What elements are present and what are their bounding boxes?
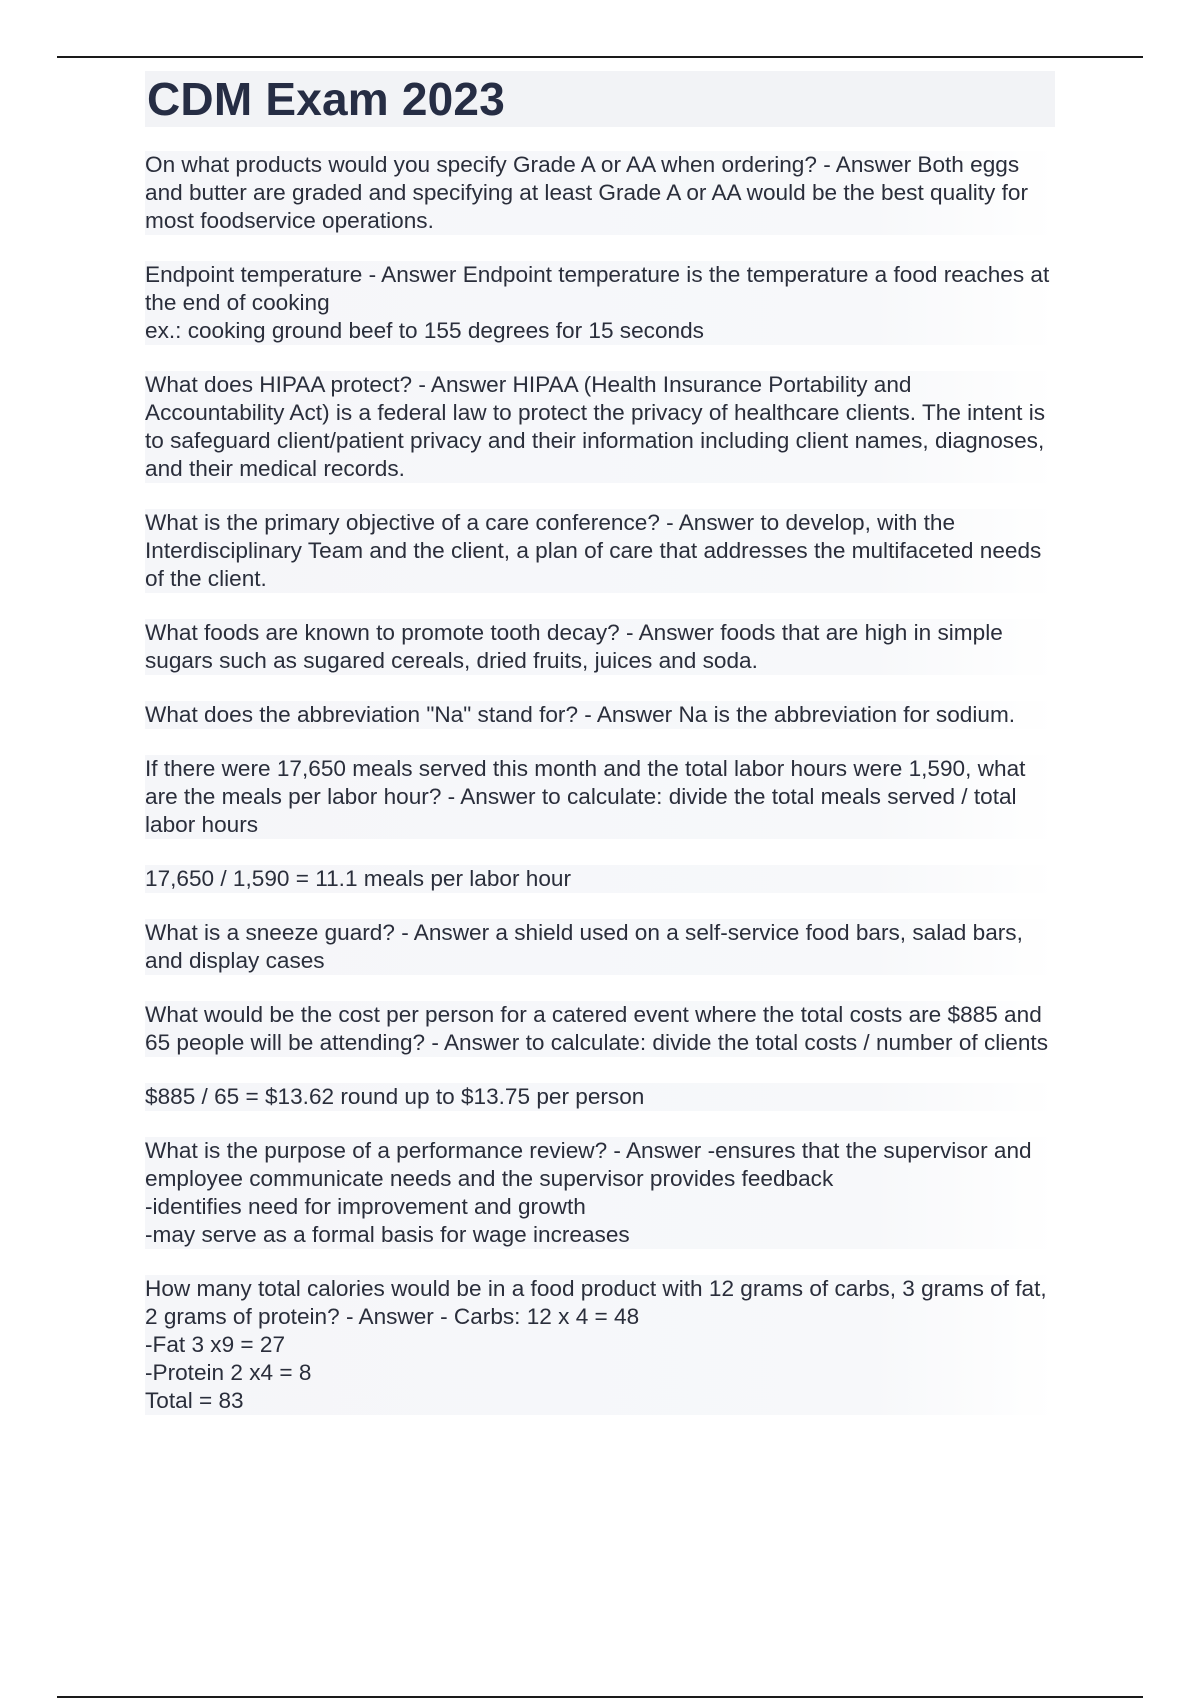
qa-entry	[145, 509, 1055, 593]
qa-line: What would be the cost per person for a catered event where the total costs are $885 and 65 people will be attending? - Answer to calculate: divide the total costs / number of clients	[145, 1002, 1049, 1055]
qa-entry	[145, 151, 1055, 235]
qa-line: On what products would you specify Grade A or AA when ordering? - Answer Both eggs and butter are graded and specifying at least Grade A or AA would be the best quality for most foodservice operations.	[145, 152, 1035, 233]
qa-line: $885 / 65 = $13.62 round up to $13.75 per person	[145, 1084, 645, 1109]
qa-list	[145, 151, 1055, 1415]
qa-line: How many total calories would be in a food product with 12 grams of carbs, 3 grams of fat, 2 grams of protein? - Answer - Carbs: 12 x 4 = 48	[145, 1276, 1053, 1329]
qa-entry	[145, 619, 1055, 675]
document-body	[145, 71, 1055, 1441]
qa-line: What does the abbreviation "Na" stand for? - Answer Na is the abbreviation for sodium.	[145, 702, 1016, 727]
qa-entry	[145, 865, 1055, 893]
qa-line: Endpoint temperature - Answer Endpoint temperature is the temperature a food reaches at the end of cooking	[145, 262, 1056, 315]
qa-line: If there were 17,650 meals served this month and the total labor hours were 1,590, what are the meals per labor hour? - Answer to calculate: divide the total meals served / total labor hours	[145, 756, 1032, 837]
qa-line: -may serve as a formal basis for wage increases	[145, 1222, 630, 1247]
qa-entry	[145, 755, 1055, 839]
qa-entry	[145, 919, 1055, 975]
qa-entry	[145, 1137, 1055, 1249]
qa-line: 17,650 / 1,590 = 11.1 meals per labor hour	[145, 866, 572, 891]
qa-line: -Fat 3 x9 = 27	[145, 1332, 286, 1357]
bottom-rule	[57, 1696, 1143, 1698]
qa-entry	[145, 1001, 1055, 1057]
top-rule	[57, 56, 1143, 58]
qa-line: What is a sneeze guard? - Answer a shield used on a self-service food bars, salad bars, and display cases	[145, 920, 1030, 973]
qa-line: What foods are known to promote tooth decay? - Answer foods that are high in simple sugars such as sugared cereals, dried fruits, juices and soda.	[145, 620, 1010, 673]
qa-line: What does HIPAA protect? - Answer HIPAA (Health Insurance Portability and Accountability Act) is a federal law to protect the privacy of healthcare clients. The intent is to safeguard client/patient privacy and their information including client names, diagnoses, and their medical records.	[145, 372, 1052, 481]
qa-entry	[145, 1083, 1055, 1111]
qa-line: -Protein 2 x4 = 8	[145, 1360, 312, 1385]
qa-line: ex.: cooking ground beef to 155 degrees for 15 seconds	[145, 318, 704, 343]
qa-line: -identifies need for improvement and growth	[145, 1194, 586, 1219]
document-title: CDM Exam 2023	[147, 73, 505, 125]
qa-line: What is the purpose of a performance review? - Answer -ensures that the supervisor and employee communicate needs and the supervisor provides feedback	[145, 1138, 1038, 1191]
qa-entry	[145, 261, 1055, 345]
qa-entry	[145, 701, 1055, 729]
qa-entry	[145, 1275, 1055, 1415]
qa-line: Total = 83	[145, 1388, 244, 1413]
title-banner	[145, 71, 1055, 127]
qa-line: What is the primary objective of a care conference? - Answer to develop, with the Interdisciplinary Team and the client, a plan of care that addresses the multifaceted needs of the client.	[145, 510, 1048, 591]
qa-entry	[145, 371, 1055, 483]
